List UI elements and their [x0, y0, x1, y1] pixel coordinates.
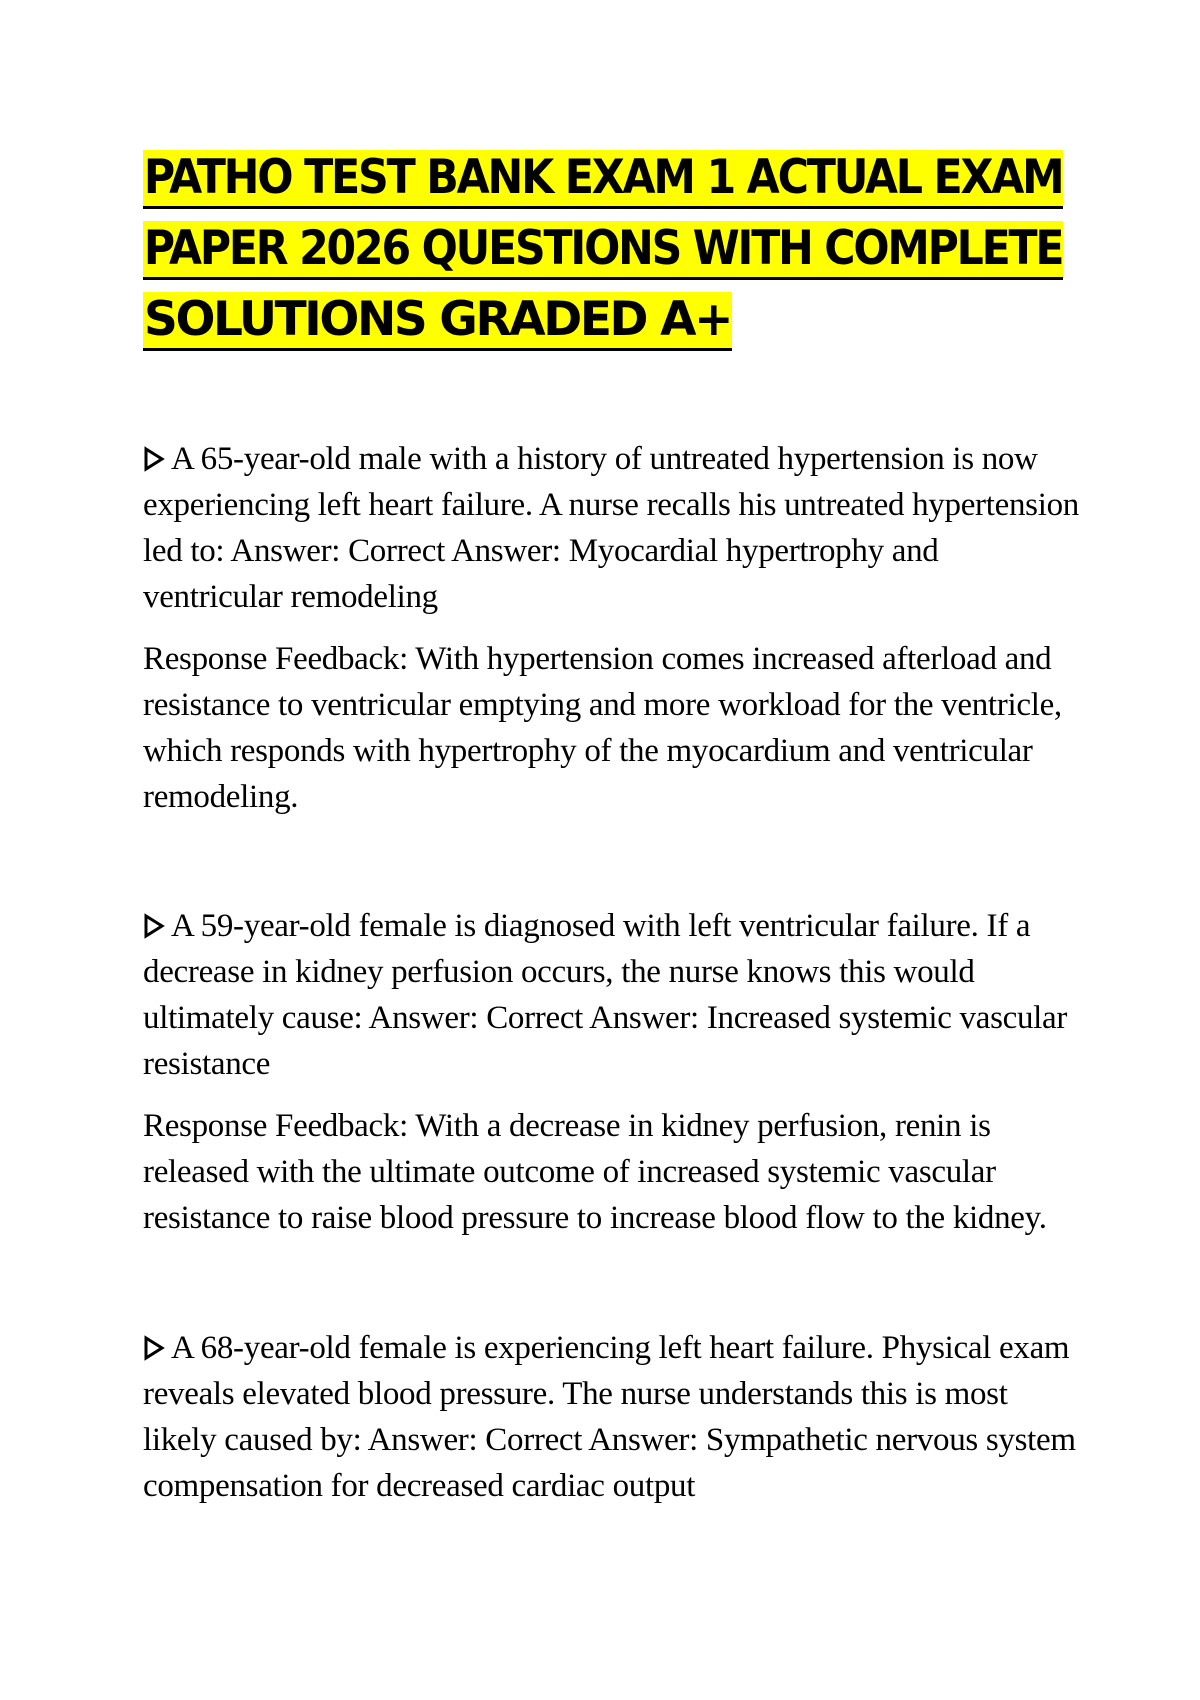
response-feedback: Response Feedback: With hypertension comes increased afterload and resistance to ventricular emptying and more workload for the ventricle, which responds with hypertrophy of the myocardium and ventricular remodeling.: [143, 641, 1062, 815]
triangle-right-outline-icon: [143, 913, 165, 939]
question-item-2: [143, 903, 1083, 1241]
question-label: A 59-year-old female is diagnosed with left ventricular failure. If a decrease in kidney perfusion occurs, the nurse knows this would ultimately cause: Answer: Correct Answer: Increased systemic vascular resistance: [143, 908, 1068, 1082]
question-text: [143, 1325, 1083, 1509]
title-line-2: PAPER 2026 QUESTIONS WITH COMPLETE: [143, 221, 1063, 280]
question-item-1: [143, 436, 1083, 820]
question-text: [143, 436, 1083, 620]
question-item-3: [143, 1325, 1083, 1509]
question-text: [143, 903, 1083, 1087]
title-line-3: SOLUTIONS GRADED A+: [143, 292, 732, 351]
question-label: A 65-year-old male with a history of untreated hypertension is now experiencing left heart failure. A nurse recalls his untreated hypertension led to: Answer: Correct Answer: Myocardial hypertrophy and ventricular remodeling: [143, 441, 1079, 615]
title-line-1: PATHO TEST BANK EXAM 1 ACTUAL EXAM: [143, 150, 1063, 209]
triangle-right-outline-icon: [143, 446, 165, 472]
response-feedback: Response Feedback: With a decrease in kidney perfusion, renin is released with the ultimate outcome of increased systemic vascular resistance to raise blood pressure to increase blood flow to the kidney.: [143, 1108, 1047, 1236]
question-label: A 68-year-old female is experiencing left heart failure. Physical exam reveals elevated blood pressure. The nurse understands this is most likely caused by: Answer: Correct Answer: Sympathetic nervous system compensation for decreased cardiac output: [143, 1330, 1076, 1504]
triangle-right-outline-icon: [143, 1335, 165, 1361]
document-title: [143, 150, 1063, 363]
